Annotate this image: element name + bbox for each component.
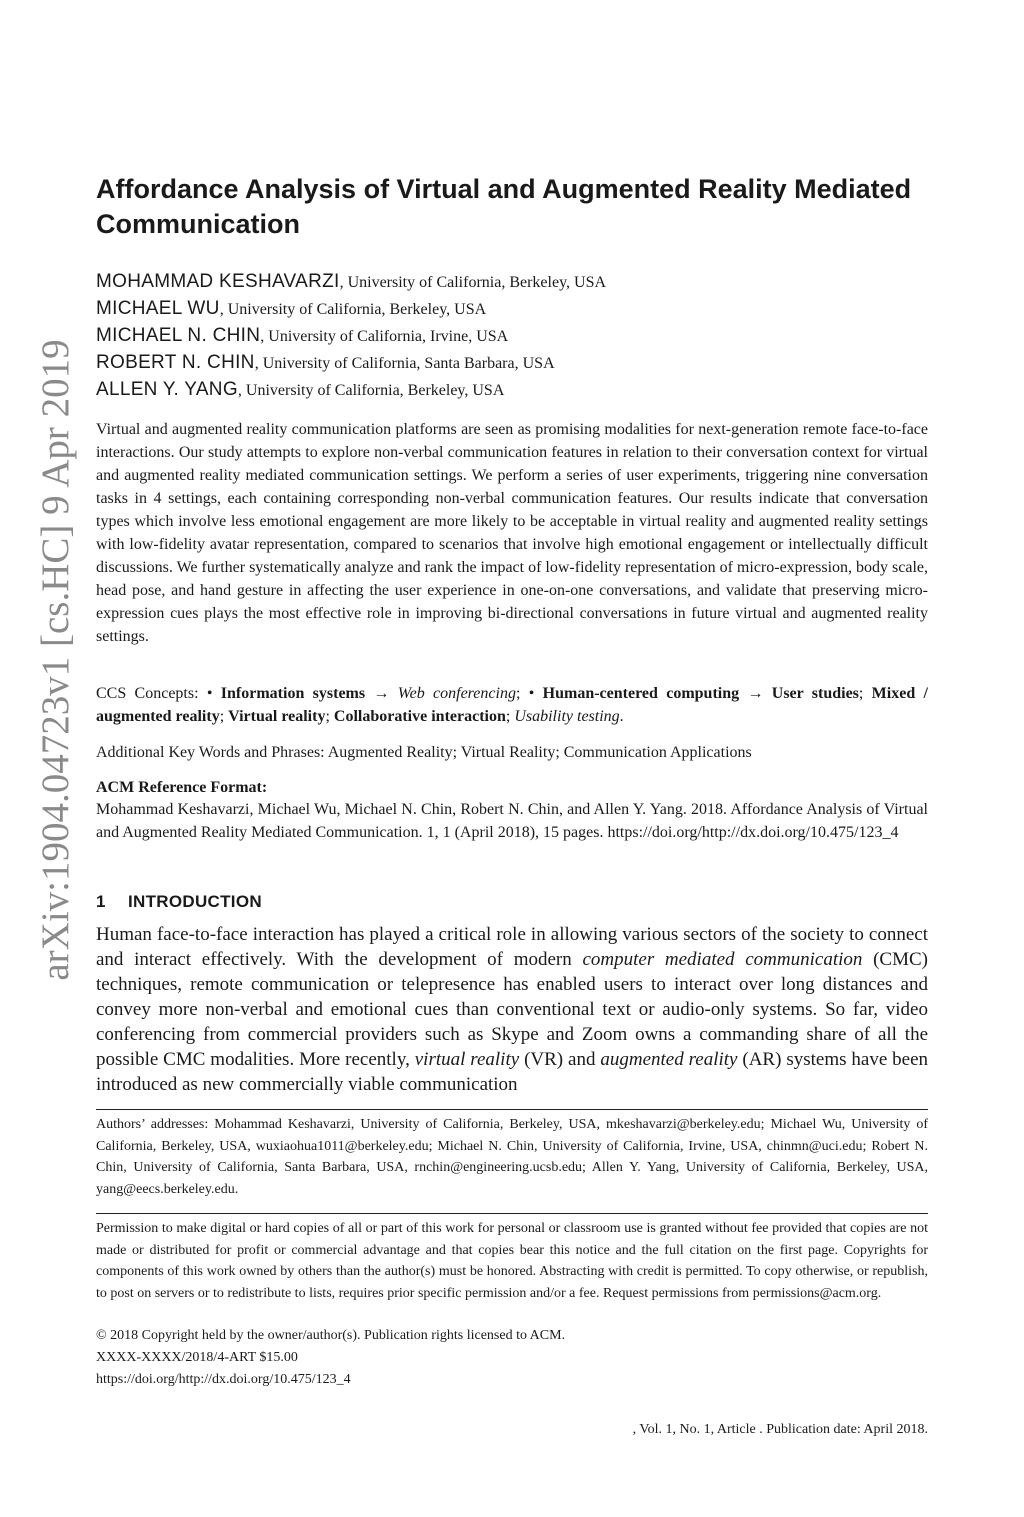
author-affiliation: , University of California, Irvine, USA [260,328,509,345]
author-name: MICHAEL WU [96,298,220,319]
ccs-separator: ; [505,708,515,725]
author-affiliation: , University of California, Berkeley, USA [339,274,607,291]
ccs-prefix: CCS Concepts: • [96,685,221,702]
abstract: Virtual and augmented reality communication platforms are seen as promising modalities for next-generation remote face-to-face interactions. Our study attempts to explore non-verbal communication features in relation to their conversation context for virtual and augmented reality mediated communication settings. We perform a series of user experiments, triggering nine conversation tasks in 4 settings, each containing corresponding non-verbal communication features. Our results indicate that conversation types which involve less emotional engagement are more likely to be acceptable in virtual reality and augmented reality settings with low-fidelity avatar representation, compared to scenarios that involve high emotional engagement or intellectually difficult discussions. We further systematically analyze and rank the impact of low-fidelity representation of micro-expression, body scale, head pose, and hand gesture in affecting the user experience in one-on-one conversations, and validate that preserving micro-expression cues plays the most effective role in improving bi-directional conversations in future virtual and augmented reality settings. [96,421,928,645]
copyright-notice: © 2018 Copyright held by the owner/author(s). Publication rights licensed to ACM. [96,1328,566,1343]
introduction-paragraph [96,922,928,1097]
ccs-subconcept: User studies [771,685,859,702]
intro-text: Human face-to-face interaction has played a critical role in allowing various sectors of the society to connect and interact effectively. With the development of modern [96,924,928,970]
author-entry [96,349,928,376]
authors-addresses-footnote: Authors’ addresses: Mohammad Keshavarzi, University of California, Berkeley, USA, mkeshavarzi@berkeley.edu; Michael Wu, University of California, Berkeley, USA, wuxiaohua1011@berkeley.edu; Michael N. Chin, University of California, Irvine, USA, chinmn@uci.edu; Robert N. Chin, University of California, Santa Barbara, USA, rnchin@engineering.ucsb.edu; Allen Y. Yang, University of California, Berkeley, USA, yang@eecs.berkeley.edu. [96,1117,928,1197]
reference-format-heading: ACM Reference Format: [96,779,268,796]
ccs-separator: ; [219,708,229,725]
issn-price-line: XXXX-XXXX/2018/4-ART $15.00 [96,1350,298,1365]
author-entry [96,376,928,403]
author-name: MOHAMMAD KESHAVARZI [96,271,340,292]
author-list [96,268,928,403]
doi-line: https://doi.org/http://dx.doi.org/10.475/123_4 [96,1372,351,1387]
author-entry [96,295,928,322]
ccs-end: . [619,708,624,725]
running-footer: , Vol. 1, No. 1, Article . Publication date: April 2018. [632,1422,928,1437]
section-heading [96,890,262,914]
author-name: MICHAEL N. CHIN [96,325,261,346]
additional-keywords: Additional Key Words and Phrases: Augmented Reality; Virtual Reality; Communication Applications [96,744,752,761]
author-affiliation: , University of California, Berkeley, USA [219,301,487,318]
author-name: ROBERT N. CHIN [96,352,255,373]
author-entry [96,322,928,349]
ccs-subconcept: Collaborative interaction [333,708,506,725]
ccs-subconcept: Web conferencing [397,685,516,702]
ccs-subconcept: Mixed / augmented reality [96,685,928,725]
author-affiliation: , University of California, Santa Barbara, USA [254,355,555,372]
paper-title: Affordance Analysis of Virtual and Augmented Reality Mediated Communication [96,174,912,239]
author-affiliation: , University of California, Berkeley, USA [237,382,505,399]
ccs-separator: ; [858,685,872,702]
intro-text: (CMC) techniques, remote communication or telepresence has enabled users to interact over long distances and convey more non-verbal and emotional cues than conventional text or audio-only systems. So far, video conferencing from commercial providers such as Skype and Zoom owns a commanding share of all the possible CMC modalities. More recently, [96,949,928,1070]
ccs-concept: Information systems [220,685,366,702]
intro-text: (AR) systems have been introduced as new commercially viable communication [96,1049,929,1095]
ccs-separator: ; • [515,685,543,702]
ccs-subconcept: Virtual reality [228,708,326,725]
footnote-divider [96,1109,928,1110]
ccs-arrow: → [739,685,772,702]
ccs-separator: ; [325,708,334,725]
section-number: 1 [96,892,106,911]
ccs-concepts [96,682,928,728]
author-name: ALLEN Y. YANG [96,379,238,400]
section-title: INTRODUCTION [128,892,262,911]
intro-emphasis: computer mediated communication [582,949,863,970]
ccs-arrow: → [365,685,398,702]
intro-emphasis: virtual reality [414,1049,520,1070]
author-entry [96,268,928,295]
reference-format-text: Mohammad Keshavarzi, Michael Wu, Michael N. Chin, Robert N. Chin, and Allen Y. Yang. 2018. Affordance Analysis of Virtual and Augmented Reality Mediated Communication. 1, 1 (April 2018), 15 pages. https://doi.org/http://dx.doi.org/10.475/123_4 [96,801,928,841]
ccs-concept: Human-centered computing [542,685,740,702]
intro-emphasis: augmented reality [600,1049,738,1070]
permission-divider [96,1213,928,1214]
permission-notice: Permission to make digital or hard copies of all or part of this work for personal or classroom use is granted without fee provided that copies are not made or distributed for profit or commercial advantage and that copies bear this notice and the full citation on the first page. Copyrights for components of this work owned by others than the author(s) must be honored. Abstracting with credit is permitted. To copy otherwise, or republish, to post on servers or to redistribute to lists, requires prior specific permission and/or a fee. Request permissions from permissions@acm.org. [96,1221,928,1301]
arxiv-identifier-stamp: arXiv:1904.04723v1 [cs.HC] 9 Apr 2019 [34,339,77,981]
ccs-subconcept: Usability testing [514,708,620,725]
intro-text: (VR) and [519,1049,601,1070]
